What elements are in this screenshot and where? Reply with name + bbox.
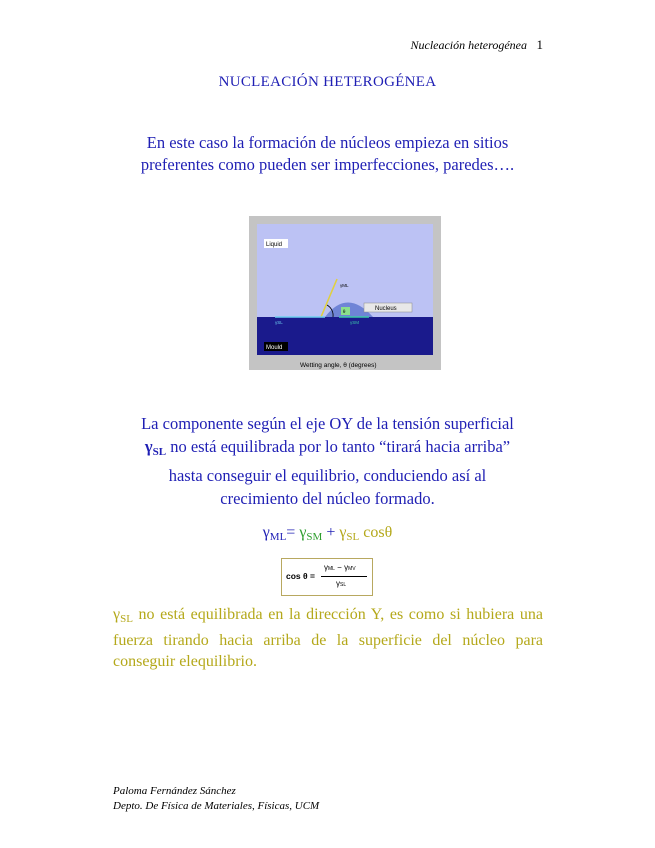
- para3-gamma-sub: SL: [120, 613, 133, 625]
- formula-den-gamma: γ: [336, 579, 340, 588]
- wetting-angle-figure: [249, 216, 441, 370]
- young-equation: [0, 524, 655, 543]
- footer-author: Paloma Fernández Sánchez: [113, 785, 236, 797]
- figure-caption: Wetting angle, θ (degrees): [300, 362, 377, 369]
- eq-cos: cosθ: [359, 524, 393, 541]
- formula-num-a-sub: ML: [328, 566, 335, 572]
- theta-label: θ: [343, 310, 346, 315]
- para2-line-2: [0, 435, 655, 464]
- liquid-label: Liquid: [266, 242, 283, 248]
- para3-text: no está equilibrada en la dirección Y, es como si hubiera una fuerza tirando hacia arriba de la superficie del núcleo para conseguir elequilibrio.: [113, 606, 543, 670]
- page-number: 1: [536, 37, 543, 52]
- formula-den-sub: SL: [340, 582, 347, 588]
- para2-line-4: crecimiento del núcleo formado.: [220, 489, 435, 508]
- intro-line-2: preferentes como pueden ser imperfecciones, paredes….: [140, 155, 515, 174]
- intro-paragraph: [0, 132, 655, 176]
- running-header-title: Nucleación heterogénea: [410, 38, 527, 52]
- nucleus-label: Nucleus: [375, 306, 397, 312]
- wetting-angle-diagram: [249, 216, 441, 370]
- para3-gamma: γ: [113, 606, 121, 623]
- para2-line-3: hasta conseguir el equilibrio, conduciendo así al: [168, 466, 487, 485]
- formula-numerator: [324, 563, 356, 572]
- page-title: NUCLEACIÓN HETEROGÉNEA: [218, 74, 437, 90]
- eq-equals: =: [286, 524, 296, 541]
- eq-gamma-sm: γ: [299, 524, 307, 541]
- gamma-ml-label: γML: [340, 283, 349, 288]
- tension-paragraph: [0, 412, 655, 510]
- fraction-bar: [321, 576, 367, 577]
- eq-gamma-ml: γ: [262, 524, 270, 541]
- gamma-sm-label: γSM: [350, 320, 359, 325]
- intro-line-1: En este caso la formación de núcleos empieza en sitios: [146, 133, 509, 152]
- cos-theta-formula: [281, 558, 373, 596]
- para2-line-1: La componente según el eje OY de la tensión superficial: [141, 414, 514, 433]
- para2-line-2-text: no está equilibrada por lo tanto “tirará hacia arriba”: [166, 437, 511, 456]
- equilibrium-paragraph: [113, 604, 543, 672]
- eq-gamma-sl-sub: SL: [346, 531, 360, 543]
- mould-label: Mould: [266, 345, 283, 351]
- formula-num-a: γ: [324, 563, 328, 572]
- gamma-subscript: SL: [152, 446, 167, 458]
- formula-num-b-sub: MV: [348, 566, 356, 572]
- eq-gamma-sm-sub: SM: [306, 531, 323, 543]
- formula-denominator: [336, 579, 346, 588]
- footer-department: Depto. De Física de Materiales, Físicas, UCM: [113, 800, 320, 812]
- eq-gamma-ml-sub: ML: [269, 531, 287, 543]
- gamma-sl-label: γSL: [275, 320, 283, 325]
- gamma-symbol: γ: [144, 437, 153, 456]
- formula-minus: −: [334, 563, 345, 572]
- formula-lhs: cos θ =: [286, 571, 315, 581]
- eq-gamma-sl: γ: [339, 524, 347, 541]
- eq-plus: +: [322, 524, 340, 541]
- formula-num-b: γ: [344, 563, 349, 572]
